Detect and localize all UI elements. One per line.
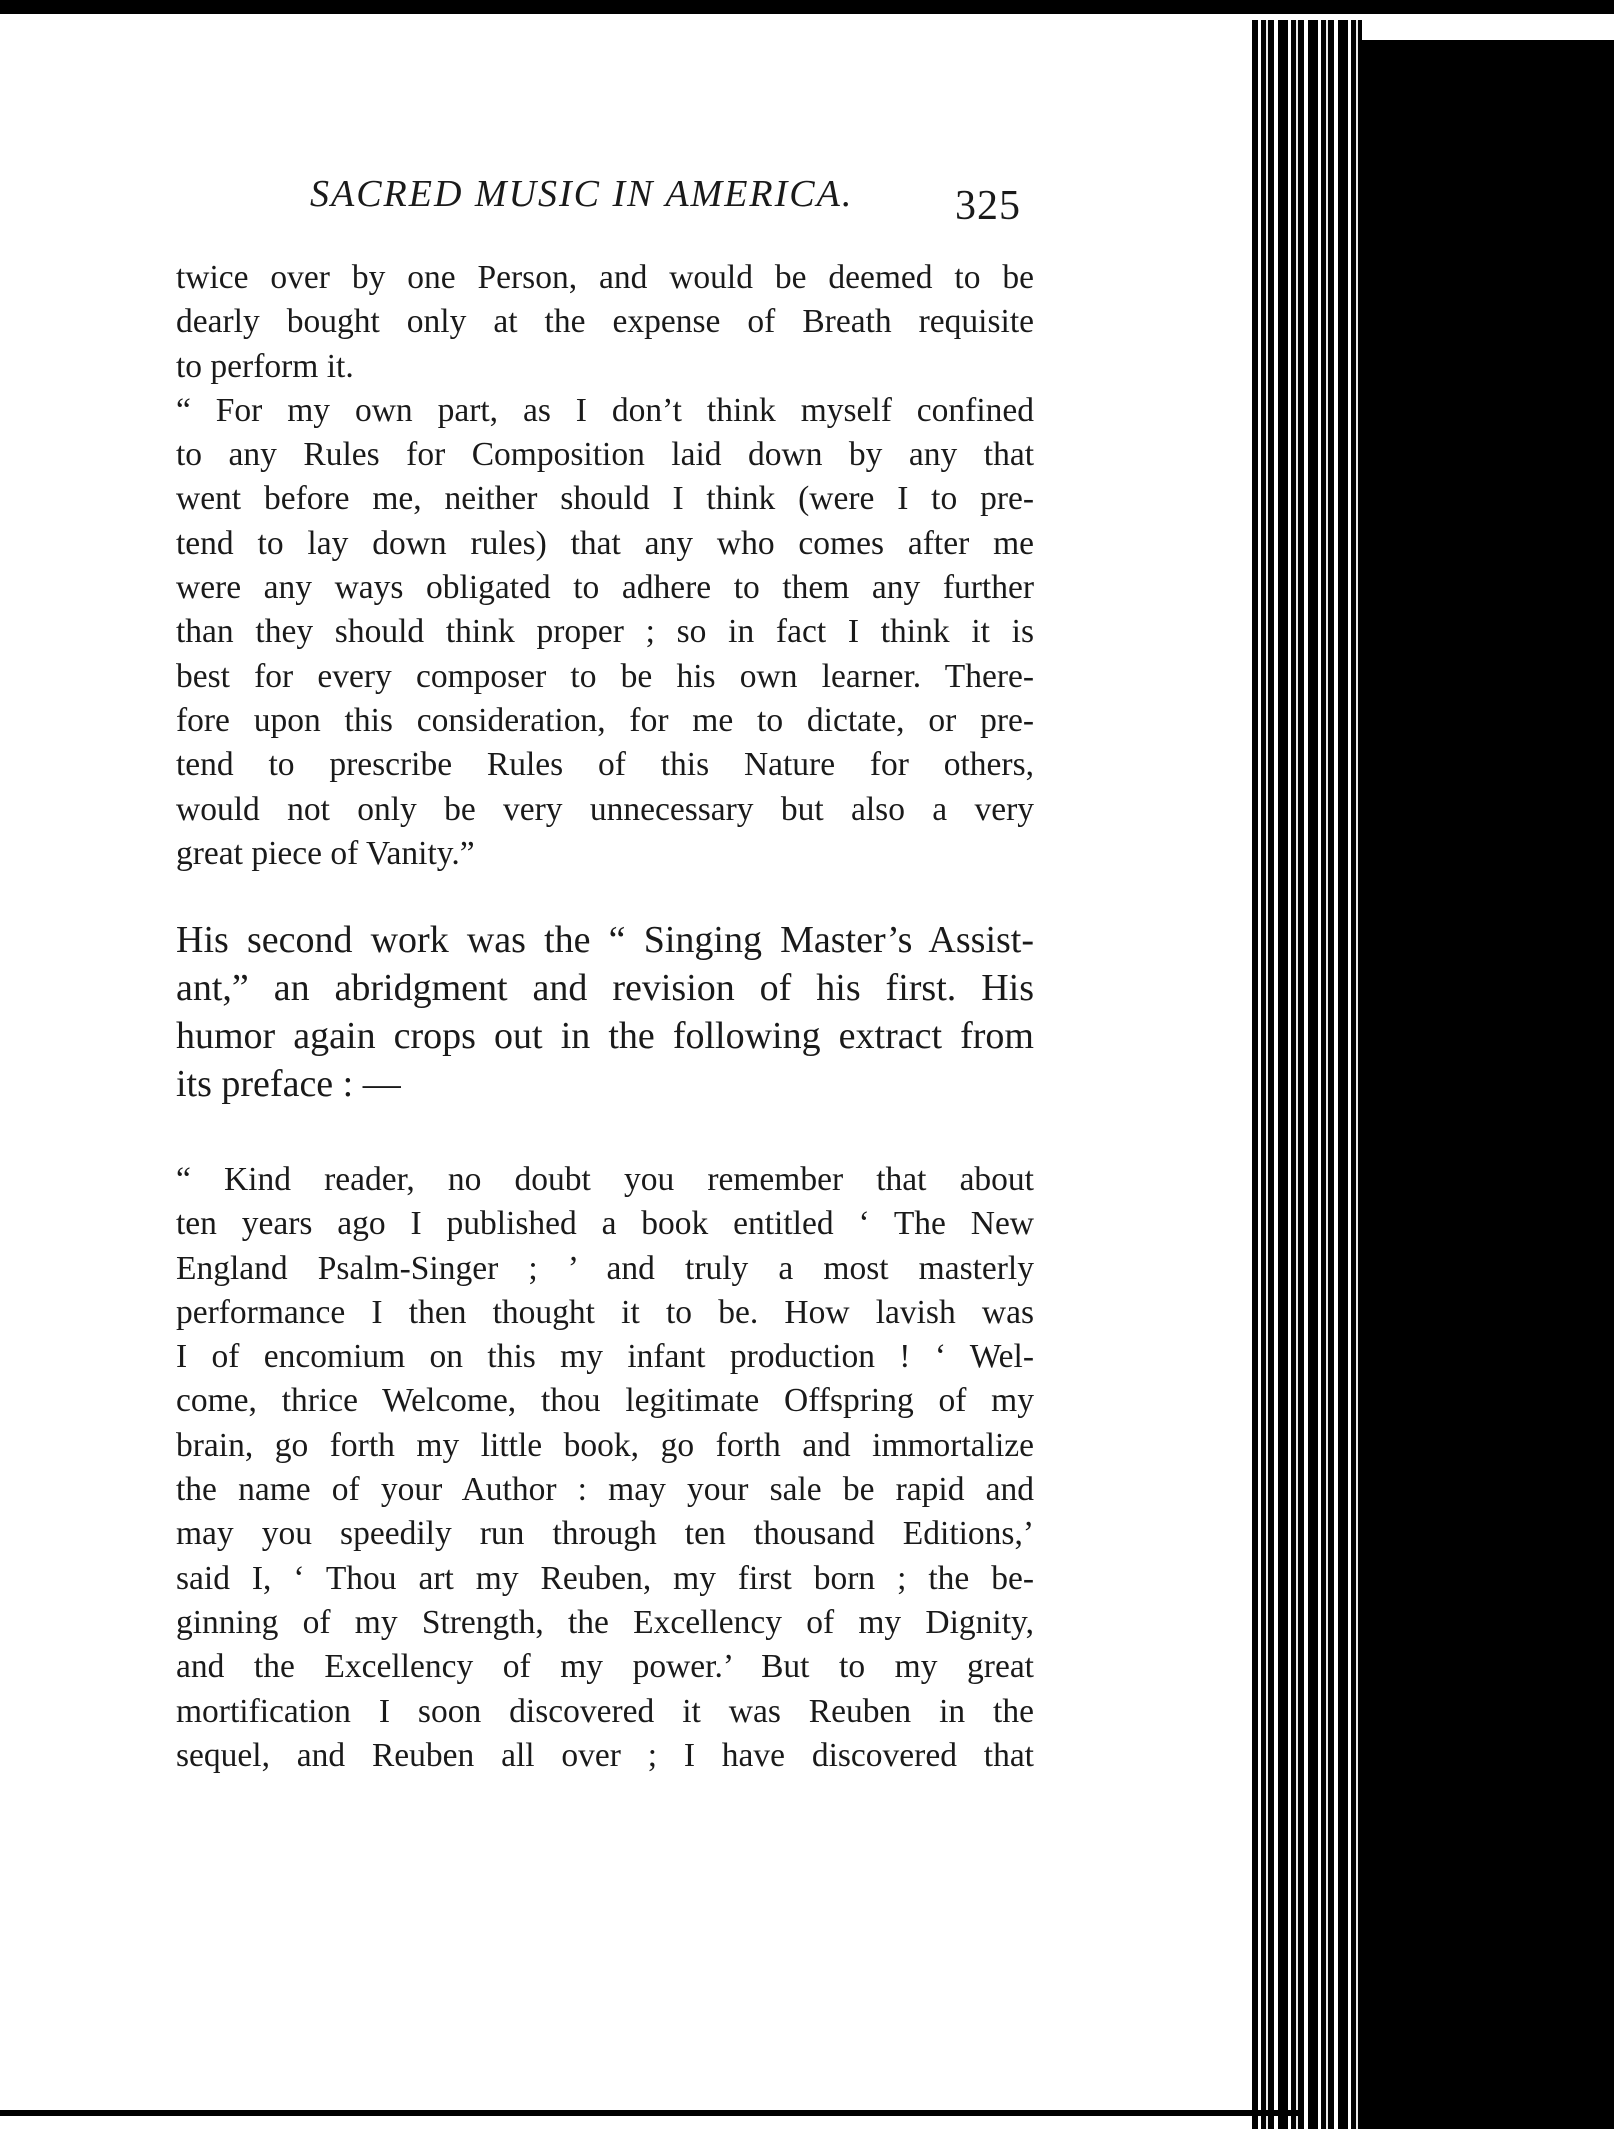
page-number: 325 [955,183,1021,229]
text-line: to perform it. [176,347,354,385]
text-line: “ For my own part, as I don’t think myself confined [176,391,1034,429]
text-line: sequel, and Reuben all over ; I have discovered that [176,1736,1034,1774]
book-gutter-shadow [1362,40,1614,2129]
text-line: ten years ago I published a book entitled ‘ The New [176,1205,1034,1243]
text-line: tend to lay down rules) that any who comes after me [176,524,1034,562]
text-line: humor again crops out in the following extract from [176,1015,1034,1057]
text-line: brain, go forth my little book, go forth and immortalize [176,1426,1034,1464]
text-line: fore upon this consideration, for me to dictate, or pre- [176,701,1034,739]
text-line: went before me, neither should I think (were I to pre- [176,480,1034,518]
text-line: its preface : — [176,1063,401,1105]
text-line: ant,” an abridgment and revision of his first. His [176,967,1034,1009]
text-line: mortification I soon discovered it was Reuben in the [176,1692,1034,1730]
paragraph-narrative [176,916,1034,1108]
paragraph-quote-1 [176,256,1034,876]
text-line: tend to prescribe Rules of this Nature for others, [176,746,1034,784]
text-line: and the Excellency of my power.’ But to my great [176,1648,1034,1686]
text-line: performance I then thought it to be. How lavish was [176,1293,1034,1331]
top-edge-shadow [0,0,1614,14]
text-line: ginning of my Strength, the Excellency of my Dignity, [176,1603,1034,1641]
text-line: the name of your Author : may your sale be rapid and [176,1471,1034,1509]
text-line: I of encomium on this my infant production ! ‘ Wel- [176,1338,1034,1376]
text-line: said I, ‘ Thou art my Reuben, my first born ; the be- [176,1559,1034,1597]
text-line: best for every composer to be his own learner. There- [176,657,1034,695]
text-line: to any Rules for Composition laid down by any that [176,436,1034,474]
text-line: were any ways obligated to adhere to them any further [176,569,1034,607]
text-line: His second work was the “ Singing Master’s Assist- [176,919,1034,961]
text-line: twice over by one Person, and would be deemed to be [176,259,1034,296]
text-line: England Psalm-Singer ; ’ and truly a most masterly [176,1249,1034,1287]
running-title: SACRED MUSIC IN AMERICA. [310,173,854,215]
text-line: may you speedily run through ten thousand Editions,’ [176,1515,1034,1553]
paragraph-quote-2 [176,1158,1034,1778]
text-line: dearly bought only at the expense of Breath requisite [176,303,1034,341]
text-line: “ Kind reader, no doubt you remember that about [176,1161,1034,1198]
text-line: would not only be very unnecessary but also a very [176,790,1034,828]
text-line: than they should think proper ; so in fact I think it is [176,613,1034,651]
text-line: great piece of Vanity.” [176,834,475,872]
text-line: come, thrice Welcome, thou legitimate Offspring of my [176,1382,1034,1420]
bottom-edge-shadow [0,2110,1300,2116]
page-edge-lines [1252,20,1362,2129]
